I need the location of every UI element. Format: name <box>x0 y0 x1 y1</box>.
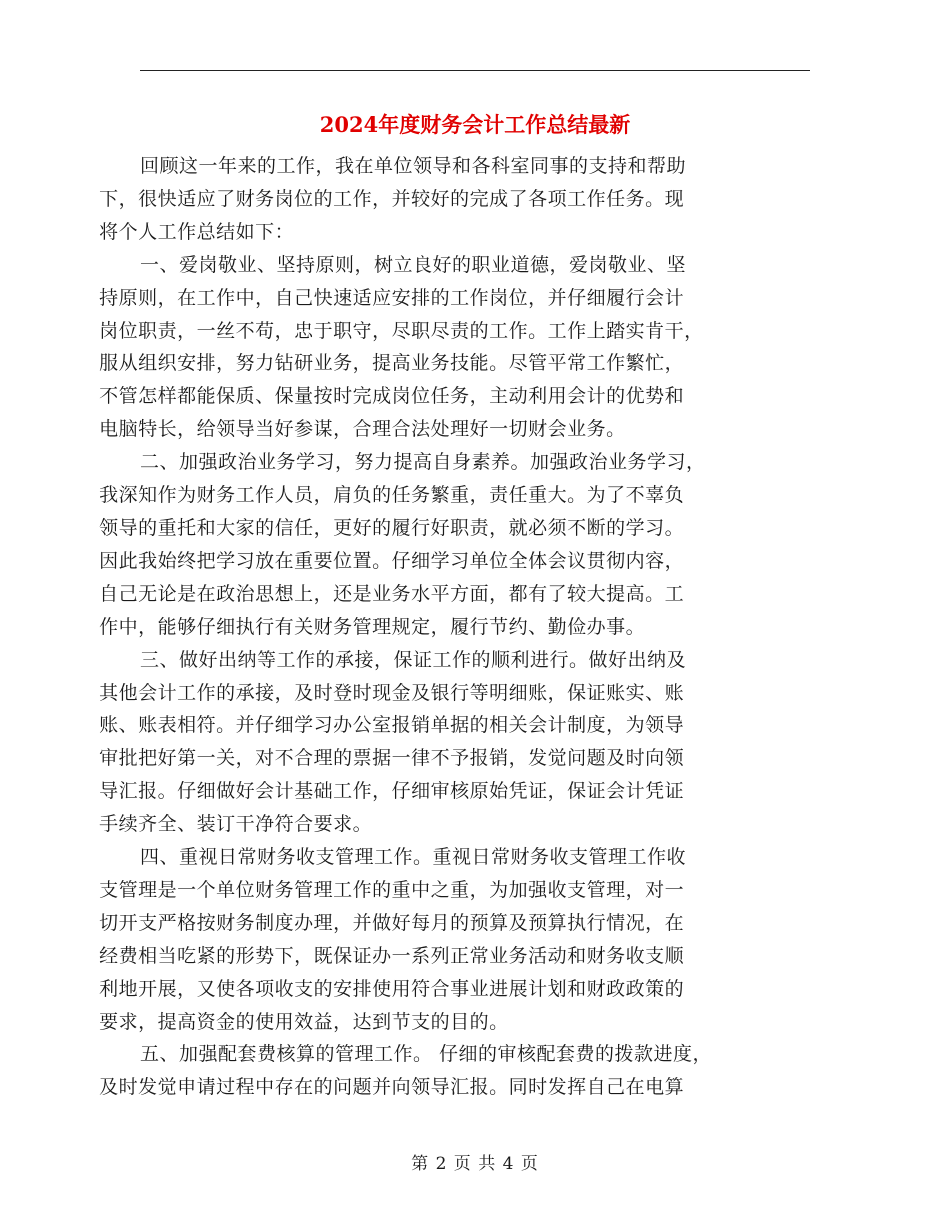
paragraph-line: 一、爱岗敬业、坚持原则，树立良好的职业道德，爱岗敬业、坚 <box>140 253 687 276</box>
header-rule <box>140 70 810 71</box>
paragraph-4 <box>99 644 810 841</box>
paragraph-line: 电脑特长，给领导当好参谋，合理合法处理好一切财会业务。 <box>99 418 626 441</box>
paragraph-line: 因此我始终把学习放在重要位置。仔细学习单位全体会议贯彻内容， <box>99 549 685 572</box>
paragraph-line: 导汇报。仔细做好会计基础工作，仔细审核原始凭证，保证会计凭证 <box>99 780 685 803</box>
paragraph-line: 岗位职责，一丝不苟，忠于职守，尽职尽责的工作。工作上踏实肯干， <box>99 319 704 342</box>
paragraph-6 <box>99 1038 810 1104</box>
paragraph-line: 作中，能够仔细执行有关财务管理规定，履行节约、勤俭办事。 <box>99 615 646 638</box>
paragraph-line: 支管理是一个单位财务管理工作的重中之重，为加强收支管理，对一 <box>99 878 685 901</box>
paragraph-line: 服从组织安排，努力钻研业务，提高业务技能。尽管平常工作繁忙， <box>99 352 685 375</box>
paragraph-line: 领导的重托和大家的信任，更好的履行好职责，就必须不断的学习。 <box>99 516 685 539</box>
paragraph-line: 手续齐全、装订干净符合要求。 <box>99 813 373 836</box>
page-number-footer: 第 2 页 共 4 页 <box>411 1154 539 1174</box>
paragraph-line: 其他会计工作的承接，及时登时现金及银行等明细账，保证账实、账 <box>99 681 685 704</box>
paragraph-line: 四、重视日常财务收支管理工作。重视日常财务收支管理工作收 <box>140 846 687 869</box>
paragraph-line: 审批把好第一关，对不合理的票据一律不予报销，发觉问题及时向领 <box>99 747 685 770</box>
paragraph-line: 持原则，在工作中，自己快速适应安排的工作岗位，并仔细履行会计 <box>99 286 685 309</box>
paragraph-line: 不管怎样都能保质、保量按时完成岗位任务，主动利用会计的优势和 <box>99 385 685 408</box>
paragraph-line: 将个人工作总结如下： <box>99 220 295 243</box>
paragraph-line: 自己无论是在政治思想上，还是业务水平方面，都有了较大提高。工 <box>99 582 685 605</box>
paragraph-3 <box>99 446 810 643</box>
document-body <box>99 150 810 1104</box>
paragraph-line: 三、做好出纳等工作的承接，保证工作的顺利进行。做好出纳及 <box>140 648 687 671</box>
paragraph-line: 利地开展，又使各项收支的安排使用符合事业进展计划和财政政策的 <box>99 977 685 1000</box>
paragraph-line: 我深知作为财务工作人员，肩负的任务繁重，责任重大。为了不辜负 <box>99 484 685 507</box>
paragraph-line: 下，很快适应了财务岗位的工作，并较好的完成了各项工作任务。现 <box>99 187 685 210</box>
paragraph-line: 要求，提高资金的使用效益，达到节支的目的。 <box>99 1010 509 1033</box>
document-title: 2024年度财务会计工作总结最新 <box>319 112 631 137</box>
paragraph-line: 二、加强政治业务学习，努力提高自身素养。加强政治业务学习， <box>140 451 706 474</box>
paragraph-line: 五、加强配套费核算的管理工作。 仔细的审核配套费的拨款进度， <box>140 1043 713 1066</box>
paragraph-5 <box>99 841 810 1038</box>
paragraph-line: 回顾这一年来的工作，我在单位领导和各科室同事的支持和帮助 <box>140 155 687 177</box>
paragraph-line: 经费相当吃紧的形势下，既保证办一系列正常业务活动和财务收支顺 <box>99 944 685 967</box>
paragraph-line: 切开支严格按财务制度办理，并做好每月的预算及预算执行情况，在 <box>99 911 685 934</box>
paragraph-line: 及时发觉申请过程中存在的问题并向领导汇报。同时发挥自己在电算 <box>99 1076 685 1099</box>
paragraph-line: 账、账表相符。并仔细学习办公室报销单据的相关会计制度，为领导 <box>99 714 685 737</box>
paragraph-1 <box>99 150 810 249</box>
paragraph-2 <box>99 249 810 446</box>
